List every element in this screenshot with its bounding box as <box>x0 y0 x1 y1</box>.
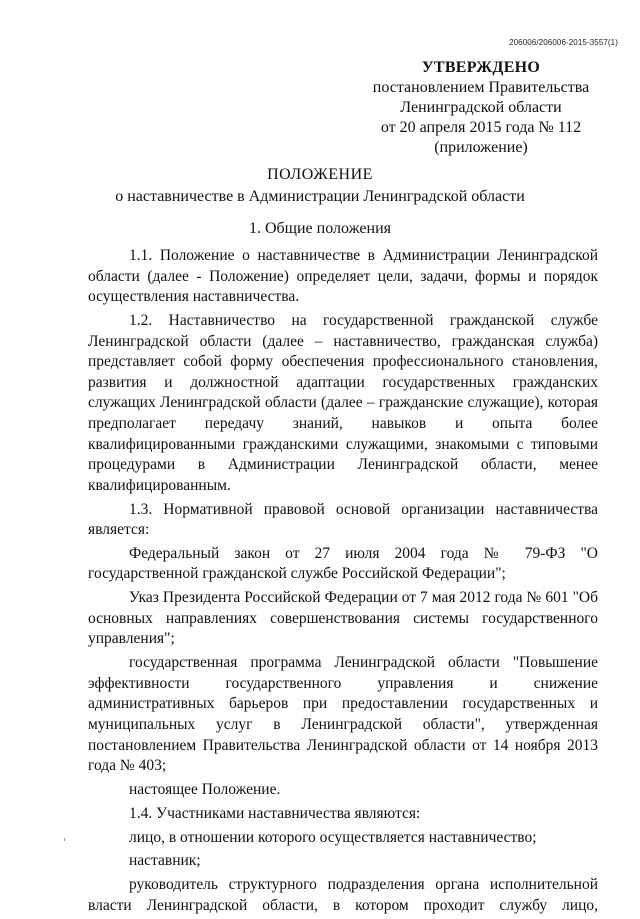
approval-title: УТВЕРЖДЕНО <box>421 59 541 76</box>
approval-line-1: постановлением Правительства <box>372 79 590 96</box>
list-item-this-regulation: настоящее Положение. <box>129 780 281 798</box>
document-id: 206006/206006-2015-3557(1) <box>509 38 618 47</box>
list-item-presidential-decree: Указ Президента Российской Федерации от 7 мая 2012 года № 601 "Об основных направлениях совершенствования системы государственного управления"; <box>88 589 598 648</box>
list-item-state-program: государственная программа Ленинградской области "Повышение эффективности государственного управления и снижение административных барьеров при предоставлении государственных и муниципальных услуг в Ленинградской области", утвержденная постановлением Правительства Ленинградской области от 14 ноября 2013 года № 403; <box>88 654 598 775</box>
document-body <box>88 246 598 919</box>
list-item-federal-law: Федеральный закон от 27 июля 2004 года № 79-ФЗ "О государственной гражданской службе Российской Федерации"; <box>88 544 598 583</box>
document-title: ПОЛОЖЕНИЕ <box>267 166 373 183</box>
list-item-mentor: наставник; <box>129 852 201 870</box>
section-heading: 1. Общие положения <box>248 220 392 237</box>
paragraph-1-1: 1.1. Положение о наставничестве в Администрации Ленинградской области (далее - Положение) определяет цели, задачи, формы и порядок осуществления наставничества. <box>88 247 598 306</box>
document-subtitle: о наставничестве в Администрации Ленинградской области <box>115 188 525 205</box>
approval-line-4: (приложение) <box>434 139 528 156</box>
scan-artifact <box>64 838 65 841</box>
paragraph-1-4: 1.4. Участниками наставничества являются: <box>129 804 421 822</box>
approval-line-2: Ленинградской области <box>400 99 562 116</box>
approval-stamp-block <box>356 58 606 158</box>
list-item-department-head: руководитель структурного подразделения органа исполнительной власти Ленинградской области, в котором проходит службу лицо, <box>88 876 598 914</box>
approval-line-3: от 20 апреля 2015 года № 112 <box>380 119 582 136</box>
paragraph-1-2: 1.2. Наставничество на государственной гражданской службе Ленинградской области (далее – наставничество, гражданская служба) представляет собой форму обеспечения профессионального становления, развития и должностной адаптации государственных гражданских служащих Ленинградской области (далее – гражданские служащие), которая предполагает передачу знаний, навыков и опыта более квалифицированными гражданскими служащими, знакомыми с типовыми процедурами в Администрации Ленинградской области, менее квалифицированным. <box>88 311 598 494</box>
paragraph-1-3: 1.3. Нормативной правовой основой организации наставничества является: <box>88 500 598 539</box>
list-item-mentee: лицо, в отношении которого осуществляется наставничество; <box>129 828 537 846</box>
